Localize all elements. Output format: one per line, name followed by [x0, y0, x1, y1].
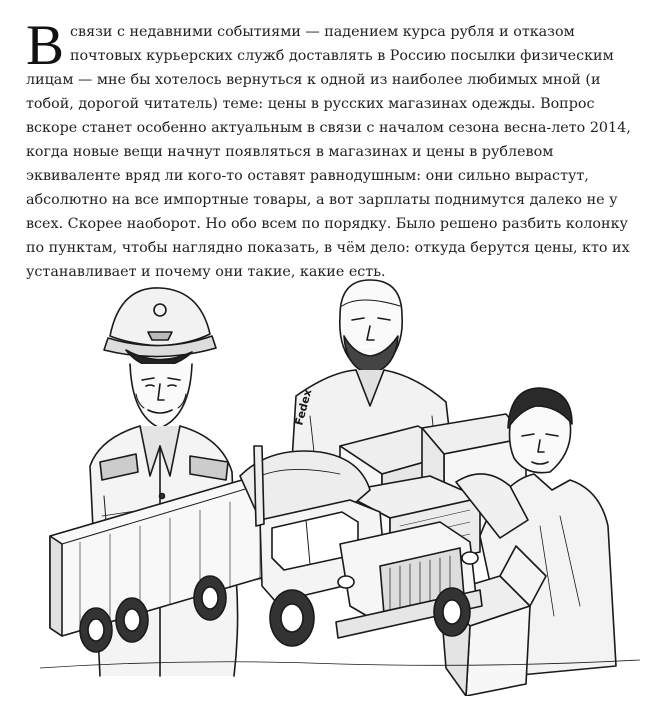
article [26, 14, 646, 284]
drop-cap: В [26, 14, 65, 77]
illustration [40, 276, 640, 696]
intro-paragraph [26, 14, 646, 284]
paragraph-text: связи с недавними событиями — падением курса рубля и отказом почтовых курьерских служб доставлять в Россию посылки физическим лицам — мне бы хотелось вернуться к одной из наиболее любимых мной (и тобой, дорогой читатель) теме: цены в русских магазинах одежды. Вопрос вскоре станет особенно актуальным в связи с началом сезона весна-лето 2014, когда новые вещи начнут появляться в магазинах и цены в рублевом эквиваленте вряд ли кого-то оставят равнодушным: они сильно вырастут, абсолютно на все импортные товары, а вот зарплаты поднимутся далеко не у всех. Скорее наоборот. Но обо всем по порядку. Было решено разбить колонку по пунктам, чтобы наглядно показать, в чём дело: откуда берутся цены, кто их устанавливает и почему они такие, какие есть. [26, 24, 631, 280]
illustration-drawing [40, 276, 640, 696]
sleeve-logo: Fedex [292, 387, 315, 427]
